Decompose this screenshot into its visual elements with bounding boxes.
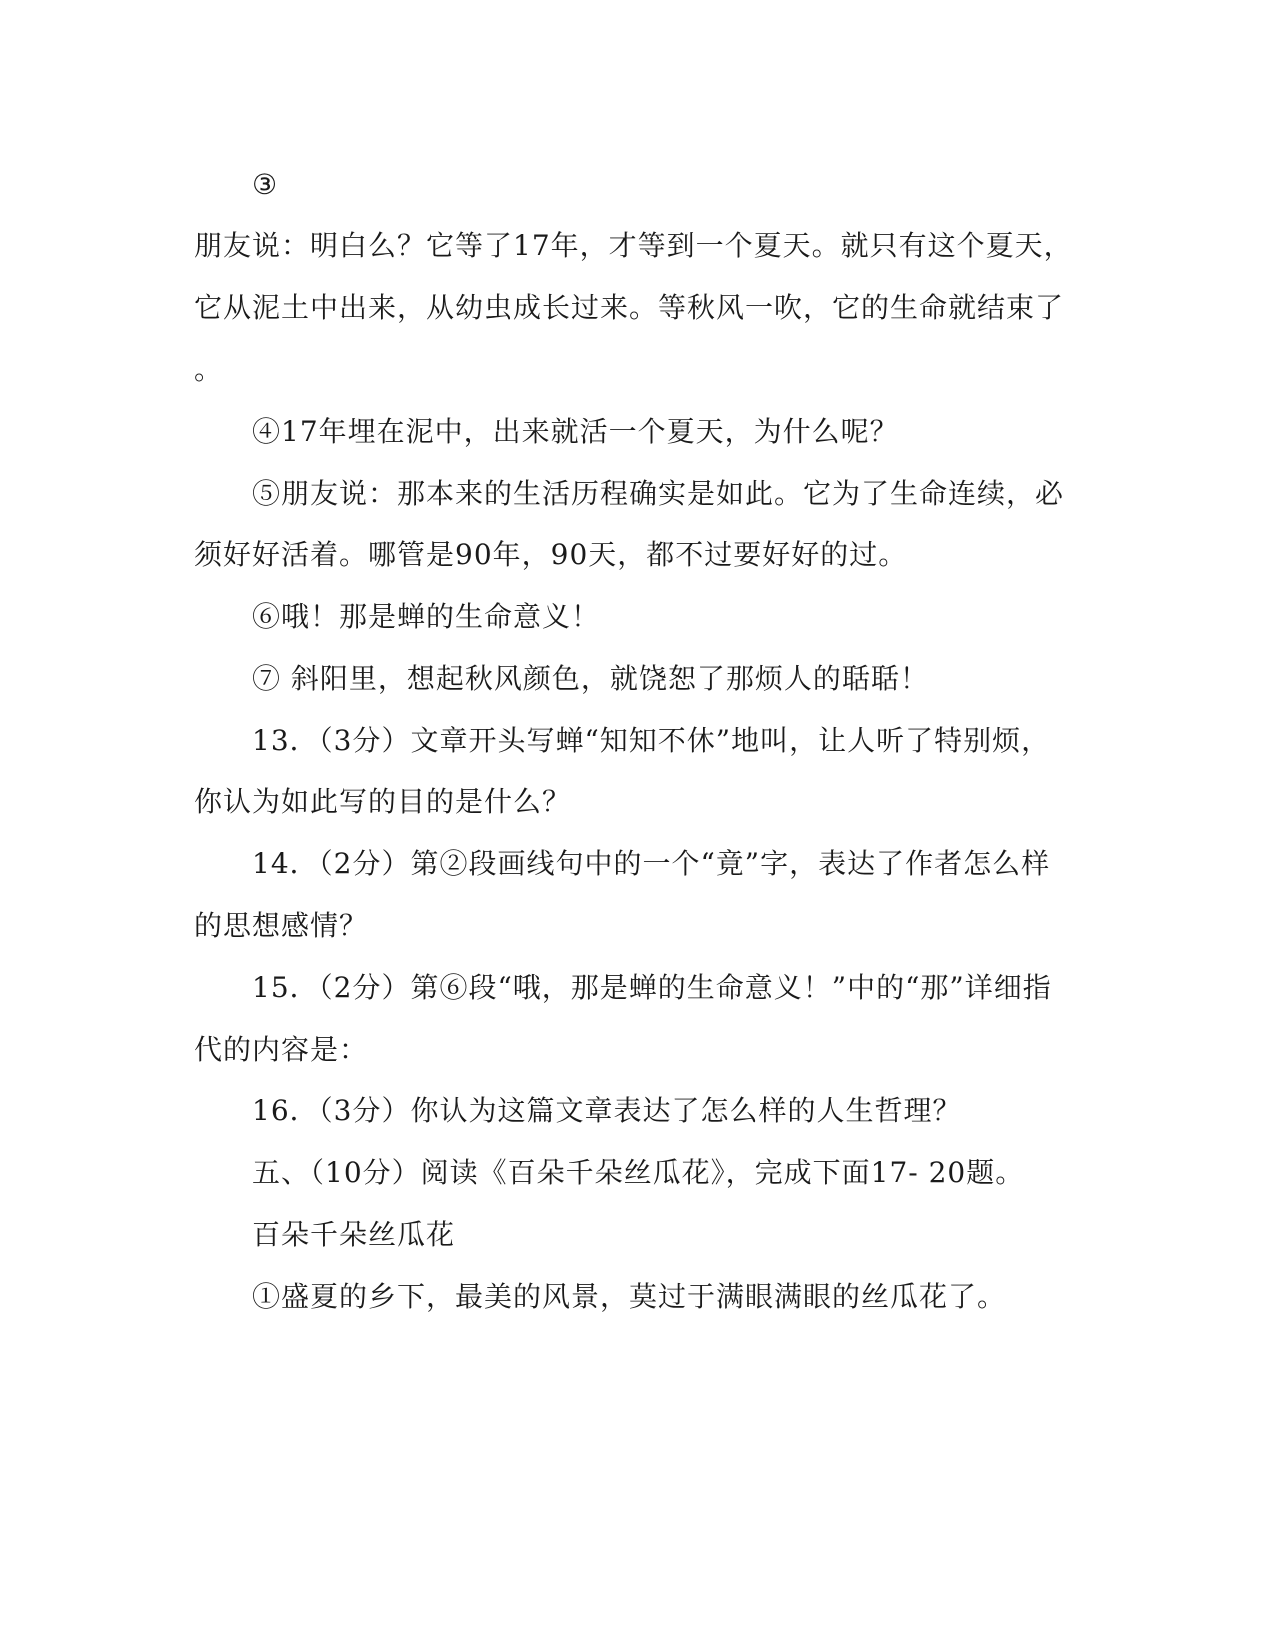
question-16: 16．（3分）你认为这篇文章表达了怎么样的人生哲理？	[252, 1094, 962, 1127]
question-13: 13．（3分）文章开头写蝉“知知不休”地叫，让人听了特别烦，	[252, 724, 1051, 757]
text-line: 它从泥土中出来，从幼虫成长过来。等秋风一吹，它的生命就结束了	[194, 291, 1065, 324]
text-line: 的思想感情？	[194, 909, 369, 942]
section-5-heading: 五、（10分）阅读《百朵千朵丝瓜花》，完成下面17- 20题。	[252, 1156, 1025, 1189]
paragraph-6: ⑥哦！那是蝉的生命意义！	[252, 600, 601, 633]
text-line: 代的内容是：	[194, 1033, 369, 1066]
question-14: 14．（2分）第②段画线句中的一个“竟”字，表达了作者怎么样	[252, 847, 1051, 880]
text-line: 朋友说：明白么？它等了17年，才等到一个夏天。就只有这个夏天，	[194, 229, 1073, 262]
paragraph-4: ④17年埋在泥中，出来就活一个夏天，为什么呢？	[252, 415, 899, 448]
question-15: 15．（2分）第⑥段“哦，那是蝉的生命意义！”中的“那”详细指	[252, 971, 1052, 1004]
text-line: 。	[194, 353, 224, 386]
paragraph-5: ⑤朋友说：那本来的生活历程确实是如此。它为了生命连续，必	[252, 477, 1065, 510]
paragraph-1: ①盛夏的乡下，最美的风景，莫过于满眼满眼的丝瓜花了。	[252, 1280, 1007, 1313]
paragraph-marker-3: ③	[252, 168, 279, 201]
paragraph-7: ⑦ 斜阳里，想起秋风颜色，就饶恕了那烦人的聒聒！	[252, 662, 929, 695]
text-line: 你认为如此写的目的是什么？	[194, 785, 572, 818]
passage-title: 百朵千朵丝瓜花	[252, 1218, 456, 1251]
text-line: 须好好活着。哪管是90年，90天，都不过要好好的过。	[194, 538, 908, 571]
